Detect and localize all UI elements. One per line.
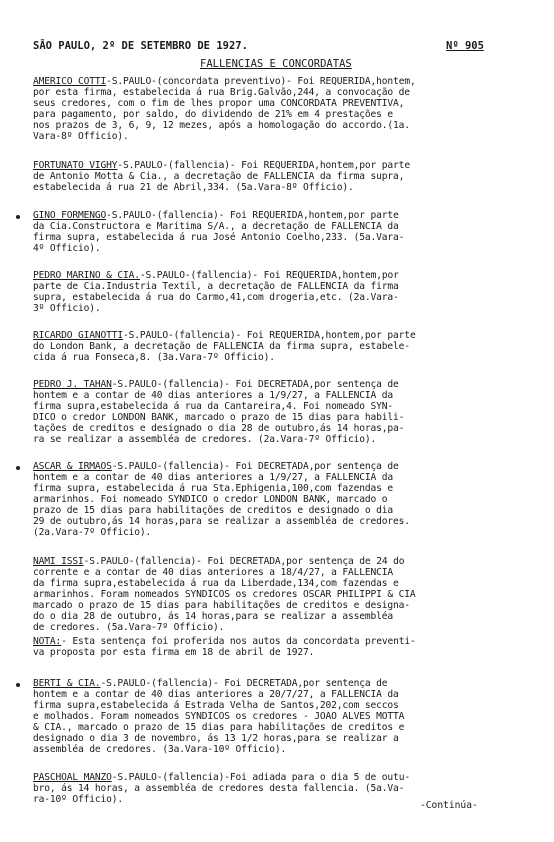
entry-line: designado o dia 3 de novembro, ás 13 1/2 horas,para se realizar a (33, 733, 399, 744)
entry-name: BERTI & CIA. (33, 678, 101, 689)
entry-line: do o dia 28 de outubro, ás 14 horas,para se realizar a assembléa (33, 611, 394, 622)
entry-line: firma supra, estabelecida á rua Sta.Ephigenia,100,com fazendas e (33, 483, 394, 494)
entry-line: hontem e a contar de 40 dias anteriores a 1/9/27, a FALLENCIA da (33, 390, 394, 401)
entry-line: da firma supra,estabelecida á rua da Liberdade,134,com fazendas e (33, 578, 399, 589)
entry-line: 3º Officio). (33, 303, 101, 314)
entry-text: -S.PAULO-(fallencia)- Foi DECRETADA,por sentença de (111, 461, 399, 472)
entry-line: para pagamento, por saldo, do dividendo de 21% em 4 prestações e (33, 109, 394, 120)
entry-text: - Esta sentença foi proferida nos autos da concordata preventi- (61, 636, 416, 647)
entry-text: -S.PAULO-(fallencia)-Foi adiada para o dia 5 de outu- (111, 772, 410, 783)
entry-line: firma supra,estabelecida á rua da Cantareira,4. Foi nomeado SYN- (33, 401, 394, 412)
margin-bullet (16, 215, 20, 219)
entry-text: -S.PAULO-(fallencia)- Foi DECRETADA,por sentença de (111, 379, 399, 390)
entry-line: bro, ás 14 horas, a assembléa de credores desta fallencia. (5a.Va- (33, 783, 405, 794)
entry-line: ra-10º Officio). (33, 794, 124, 805)
entry-name: NAMI ISSI (33, 556, 84, 567)
entry-text: -S.PAULO-(fallencia)- Foi REQUERIDA,hontem,por parte (123, 330, 416, 341)
entry-americo-cotti (33, 76, 511, 142)
entry-line: va proposta por esta firma em 18 de abril de 1927. (33, 647, 315, 658)
entry-line (33, 330, 511, 341)
entry-line: prazo de 15 dias para habilitações de creditos e designado o dia (33, 505, 394, 516)
entry-line: de Antonio Motta & Cia., a decretação de FALLENCIA da firma supra, (33, 171, 405, 182)
entry-ascar-irmaos (33, 461, 511, 538)
entry-line: por esta firma, estabelecida á rua Brig.Galvão,244, a convocação de (33, 87, 410, 98)
entry-berti-cia (33, 678, 511, 755)
entry-line (33, 678, 511, 689)
margin-bullet (16, 683, 20, 687)
entry-line: hontem e a contar de 40 dias anteriores a 20/7/27, a FALLENCIA da (33, 689, 399, 700)
entry-name: AMERICO COTTI (33, 76, 107, 87)
entry-line: da Cia.Constructora e Maritima S/A., a decretação de FALLENCIA da (33, 221, 399, 232)
entry-line (33, 379, 511, 390)
entry-line: DICO o credor LONDON BANK, marcado o prazo de 15 dias para habili- (33, 412, 405, 423)
entry-line: assembléa de credores. (3a.Vara-10º Officio). (33, 744, 287, 755)
entry-line: 4º Officio). (33, 243, 101, 254)
entry-line: Vara-8º Officio). (33, 131, 129, 142)
continued-marker: -Continúa- (420, 800, 478, 811)
entry-line: & CIA., marcado o prazo de 15 dias para habilitações de creditos e (33, 722, 405, 733)
entry-line: 29 de outubro,ás 14 horas,para se realizar a assembléa de credores. (33, 516, 410, 527)
entry-line: parte de Cia.Industria Textil, a decretação de FALLENCIA da firma (33, 281, 399, 292)
entry-line: armarinhos. Foram nomeados SYNDICOS os credores OSCAR PHILIPPI & CIA (33, 589, 416, 600)
section-title: FALLENCIAS E CONCORDATAS (200, 58, 352, 70)
entry-line: e molhados. Foram nomeados SYNDICOS os credores - JOÃO ALVES MOTTA (33, 711, 405, 722)
entry-name: PEDRO MARINO & CIA. (33, 270, 140, 281)
entry-line (33, 636, 511, 647)
margin-bullet (16, 466, 20, 470)
entry-line: ra se realizar a assembléa de credores. (2a.Vara-7º Officio). (33, 434, 377, 445)
issue-number: Nº 905 (446, 40, 484, 52)
entry-name: ASCAR & IRMÃOS (33, 461, 112, 472)
entry-pedro-tahan (33, 379, 511, 445)
entry-line: do London Bank, a decretação de FALLENCIA da firma supra, estabele- (33, 341, 410, 352)
entry-line: armarinhos. Foi nomeado SYNDICO o credor LONDON BANK, marcado o (33, 494, 388, 505)
entry-line: tações de creditos e designado o dia 28 de outubro,ás 14 horas,pa- (33, 423, 405, 434)
entry-line (33, 270, 511, 281)
entry-gino-formengo (33, 210, 511, 254)
entry-line (33, 556, 511, 567)
entry-nota (33, 636, 511, 658)
entry-name: RICARDO GIANOTTI (33, 330, 124, 341)
entry-line: nos prazos de 3, 6, 9, 12 mezes, após a homologação do accordo.(1a. (33, 120, 410, 131)
entry-line (33, 160, 511, 171)
entry-name: PEDRO J. TAHAN (33, 379, 112, 390)
entry-line (33, 210, 511, 221)
entry-line (33, 76, 511, 87)
entry-line (33, 772, 511, 783)
entry-name: NOTA: (33, 636, 62, 647)
entry-line: de credores. (5a.Vara-7º Officio). (33, 622, 225, 633)
entry-nami-issi (33, 556, 511, 633)
entry-name: PASCHOAL MANZO (33, 772, 112, 783)
entry-line: firma supra,estabelecida á Estrada Velha de Santos,202,com seccos (33, 700, 399, 711)
entry-name: FORTUNATO VIGHY (33, 160, 118, 171)
entry-pedro-marino (33, 270, 511, 314)
entry-line: seus credores, com o fim de lhes propor uma CONCORDATA PREVENTIVA, (33, 98, 405, 109)
entry-line: firma supra, estabelecida á rua José Antonio Coelho,233. (5a.Vara- (33, 232, 405, 243)
entry-ricardo-gianotti (33, 330, 511, 363)
entry-line (33, 461, 511, 472)
entry-fortunato-vighy (33, 160, 511, 193)
entry-line: marcado o prazo de 15 dias para habilitações de creditos e designa- (33, 600, 410, 611)
entry-line: estabelecida á rua 21 de Abril,334. (5a.Vara-8º Officio). (33, 182, 354, 193)
entry-text: -S.PAULO-(concordata preventivo)- Foi REQUERIDA,hontem, (106, 76, 416, 87)
entry-text: -S.PAULO-(fallencia)- Foi DECRETADA,por sentença de 24 do (83, 556, 405, 567)
entry-line: cida á rua Fonseca,8. (3a.Vara-7º Officio). (33, 352, 275, 363)
entry-line: (2a.Vara-7º Officio). (33, 527, 152, 538)
entry-line: supra, estabelecida á rua do Carmo,41,com drogeria,etc. (2a.Vara- (33, 292, 399, 303)
entry-name: GINO FORMENGO (33, 210, 107, 221)
entry-line: corrente e a contar de 40 dias anteriores a 18/4/27, a FALLENCIA (33, 567, 394, 578)
date-line: SÃO PAULO, 2º DE SETEMBRO DE 1927. (33, 40, 248, 52)
entry-text: -S.PAULO-(fallencia)- Foi REQUERIDA,hontem,por (139, 270, 399, 281)
entry-text: -S.PAULO-(fallencia)- Foi REQUERIDA,hontem,por parte (117, 160, 410, 171)
entry-text: -S.PAULO-(fallencia)- Foi REQUERIDA,hontem,por parte (106, 210, 399, 221)
entry-line: hontem e a contar de 40 dias anteriores a 1/9/27, a FALLENCIA da (33, 472, 394, 483)
entry-text: -S.PAULO-(fallencia)- Foi DECRETADA,por sentença de (100, 678, 388, 689)
